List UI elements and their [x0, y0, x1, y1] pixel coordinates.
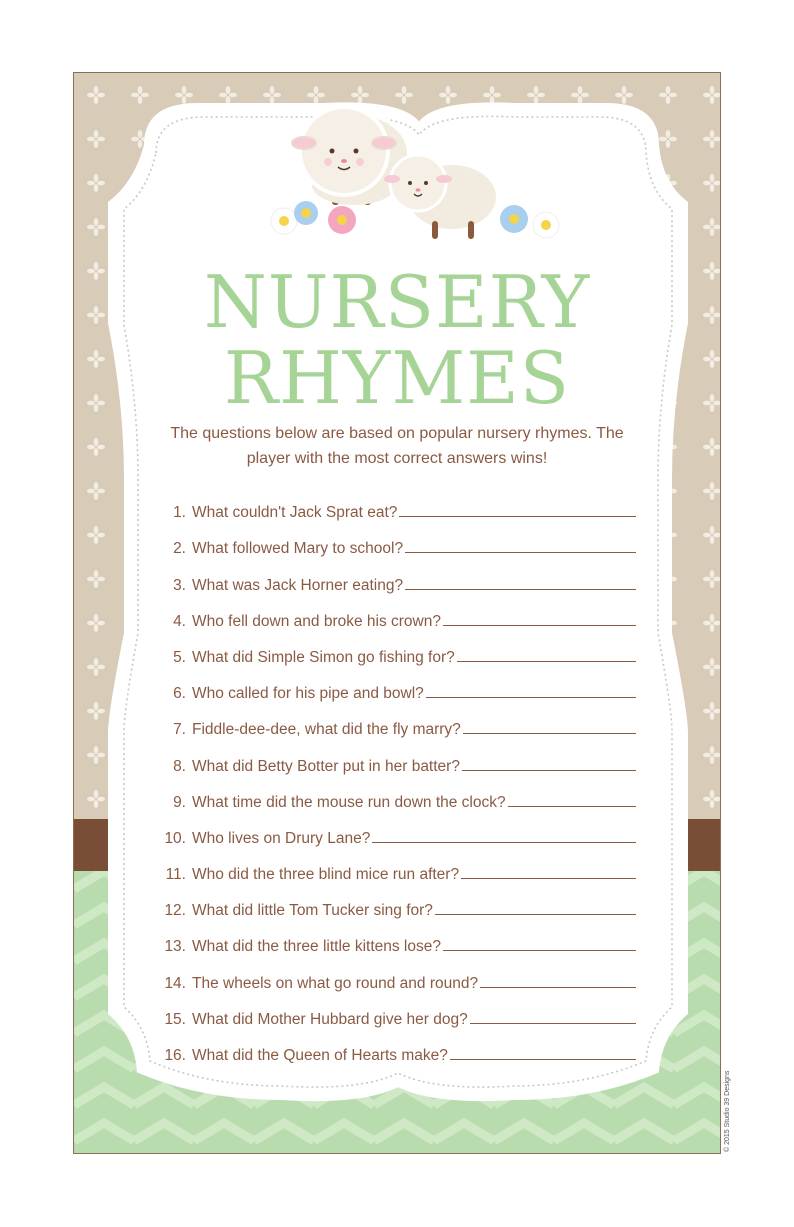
answer-line[interactable]	[372, 842, 636, 843]
title-line-1: NURSERY	[203, 260, 591, 344]
answer-line[interactable]	[405, 552, 636, 553]
answer-line[interactable]	[450, 1059, 636, 1060]
copyright-text: © 2015 Studio 39 Designs	[724, 1070, 731, 1152]
question-item: 8. What did Betty Botter put in her batter?	[150, 739, 636, 775]
question-item: 7. Fiddle-dee-dee, what did the fly marry?	[150, 703, 636, 739]
question-item: 16. What did the Queen of Hearts make?	[150, 1029, 636, 1065]
question-item: 5. What did Simple Simon go fishing for?	[150, 631, 636, 667]
answer-line[interactable]	[470, 1023, 636, 1024]
question-item: 14. The wheels on what go round and round?	[150, 956, 636, 992]
answer-line[interactable]	[399, 516, 636, 517]
answer-line[interactable]	[457, 661, 636, 662]
question-item: 6. Who called for his pipe and bowl?	[150, 667, 636, 703]
intro-text: The questions below are based on popular nursery rhymes. The player with the most correct answers wins!	[170, 425, 624, 467]
question-item: 10. Who lives on Drury Lane?	[150, 812, 636, 848]
question-item: 1. What couldn't Jack Sprat eat?	[150, 486, 636, 522]
question-item: 15. What did Mother Hubbard give her dog?	[150, 993, 636, 1029]
answer-line[interactable]	[443, 950, 636, 951]
question-list	[150, 486, 636, 1065]
question-item: 4. Who fell down and broke his crown?	[150, 595, 636, 631]
answer-line[interactable]	[508, 806, 636, 807]
question-item: 11. Who did the three blind mice run after?	[150, 848, 636, 884]
answer-line[interactable]	[426, 697, 636, 698]
question-item: 2. What followed Mary to school?	[150, 522, 636, 558]
title-line-2: RHYMES	[223, 336, 571, 420]
answer-line[interactable]	[463, 733, 636, 734]
answer-line[interactable]	[405, 589, 636, 590]
question-item: 12. What did little Tom Tucker sing for?	[150, 884, 636, 920]
question-item: 9. What time did the mouse run down the clock?	[150, 776, 636, 812]
answer-line[interactable]	[443, 625, 636, 626]
answer-line[interactable]	[435, 914, 636, 915]
question-item: 3. What was Jack Horner eating?	[150, 558, 636, 594]
question-item: 13. What did the three little kittens lose?	[150, 920, 636, 956]
answer-line[interactable]	[461, 878, 636, 879]
answer-line[interactable]	[462, 770, 636, 771]
answer-line[interactable]	[480, 987, 636, 988]
